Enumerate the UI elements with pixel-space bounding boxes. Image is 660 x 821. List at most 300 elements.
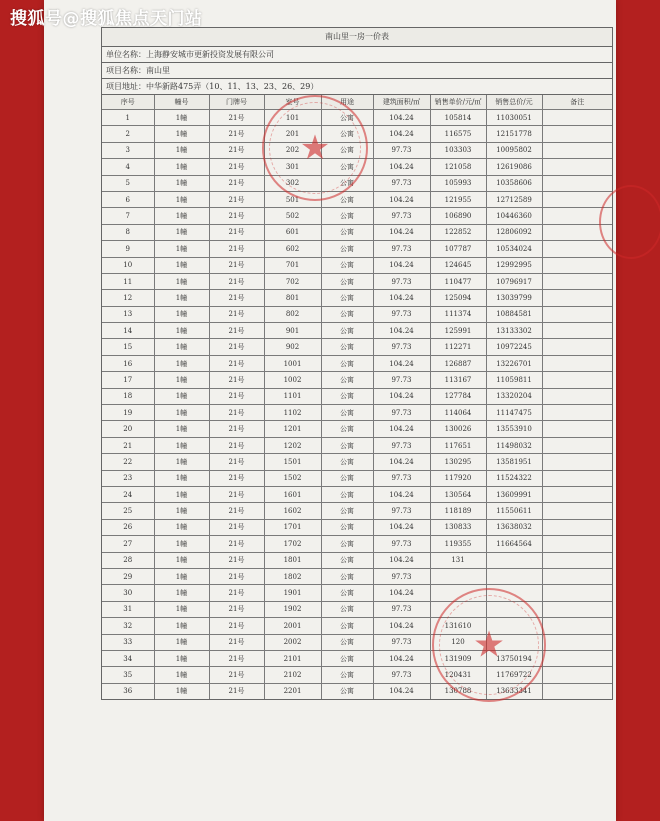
table-row (102, 224, 612, 240)
table-cell: 公寓 (321, 667, 373, 683)
table-cell: 7 (102, 208, 154, 224)
table-cell: 97.73 (373, 568, 430, 584)
table-cell: 11550611 (486, 503, 542, 519)
table-cell (430, 585, 486, 601)
table-cell (542, 273, 612, 289)
table-cell: 1601 (264, 486, 321, 502)
table-cell: 1幢 (154, 175, 209, 191)
table-row (102, 667, 612, 683)
table-row (102, 683, 612, 699)
table-cell: 97.73 (373, 306, 430, 322)
table-cell: 19 (102, 405, 154, 421)
table-cell: 21号 (209, 273, 264, 289)
table-cell: 公寓 (321, 142, 373, 158)
table-cell: 公寓 (321, 191, 373, 207)
table-cell: 104.24 (373, 257, 430, 273)
table-cell: 104.24 (373, 650, 430, 666)
table-cell (542, 241, 612, 257)
table-cell (542, 126, 612, 142)
table-cell: 21号 (209, 519, 264, 535)
table-cell: 702 (264, 273, 321, 289)
table-cell: 11059811 (486, 372, 542, 388)
table-row (102, 405, 612, 421)
column-header: 室号 (264, 95, 321, 110)
table-cell: 公寓 (321, 470, 373, 486)
table-cell: 97.73 (373, 273, 430, 289)
table-cell: 120 (430, 634, 486, 650)
table-cell: 1 (102, 110, 154, 126)
table-cell: 2002 (264, 634, 321, 650)
table-cell: 1幢 (154, 273, 209, 289)
table-cell: 公寓 (321, 536, 373, 552)
table-cell: 801 (264, 290, 321, 306)
table-cell: 公寓 (321, 323, 373, 339)
table-cell: 112271 (430, 339, 486, 355)
table-cell (542, 618, 612, 634)
table-cell: 302 (264, 175, 321, 191)
table-cell: 1幢 (154, 355, 209, 371)
table-cell: 1502 (264, 470, 321, 486)
table-cell: 1幢 (154, 470, 209, 486)
table-cell (542, 323, 612, 339)
table-cell: 116575 (430, 126, 486, 142)
table-cell: 21号 (209, 126, 264, 142)
table-row (102, 585, 612, 601)
table-cell (542, 536, 612, 552)
table-cell: 13320204 (486, 388, 542, 404)
table-cell: 104.24 (373, 126, 430, 142)
table-cell: 12712589 (486, 191, 542, 207)
table-cell: 21号 (209, 585, 264, 601)
table-cell (542, 470, 612, 486)
table-row (102, 454, 612, 470)
table-cell: 104.24 (373, 191, 430, 207)
table-cell (542, 257, 612, 273)
table-cell (430, 568, 486, 584)
table-cell: 21号 (209, 552, 264, 568)
table-cell: 35 (102, 667, 154, 683)
table-cell: 114064 (430, 405, 486, 421)
table-cell: 1幢 (154, 257, 209, 273)
table-cell: 公寓 (321, 372, 373, 388)
table-cell: 97.73 (373, 142, 430, 158)
table-cell: 2001 (264, 618, 321, 634)
table-cell: 29 (102, 568, 154, 584)
document-paper (44, 0, 616, 821)
table-cell: 公寓 (321, 454, 373, 470)
table-cell: 104.24 (373, 159, 430, 175)
table-cell: 701 (264, 257, 321, 273)
table-cell: 1幢 (154, 519, 209, 535)
table-cell (542, 634, 612, 650)
table-cell: 公寓 (321, 290, 373, 306)
table-cell: 118189 (430, 503, 486, 519)
table-cell: 1幢 (154, 585, 209, 601)
table-row (102, 273, 612, 289)
table-cell: 5 (102, 175, 154, 191)
table-cell: 21号 (209, 290, 264, 306)
table-cell: 公寓 (321, 568, 373, 584)
table-cell (542, 191, 612, 207)
table-cell: 104.24 (373, 585, 430, 601)
table-cell: 106890 (430, 208, 486, 224)
table-cell: 13226701 (486, 355, 542, 371)
table-cell: 22 (102, 454, 154, 470)
table-cell (542, 486, 612, 502)
table-cell: 13 (102, 306, 154, 322)
table-cell: 13750194 (486, 650, 542, 666)
table-cell: 18 (102, 388, 154, 404)
table-row (102, 191, 612, 207)
table-cell: 1幢 (154, 142, 209, 158)
table-cell: 105814 (430, 110, 486, 126)
table-cell: 公寓 (321, 355, 373, 371)
table-cell: 1幢 (154, 126, 209, 142)
table-row (102, 536, 612, 552)
table-cell: 1幢 (154, 405, 209, 421)
table-cell: 26 (102, 519, 154, 535)
table-cell (542, 667, 612, 683)
table-cell: 111374 (430, 306, 486, 322)
table-header-row (102, 95, 612, 110)
table-cell (486, 568, 542, 584)
table-cell: 105993 (430, 175, 486, 191)
table-row (102, 142, 612, 158)
table-cell (542, 290, 612, 306)
table-cell: 32 (102, 618, 154, 634)
table-cell: 21号 (209, 470, 264, 486)
table-cell: 601 (264, 224, 321, 240)
table-cell (542, 437, 612, 453)
table-cell: 130564 (430, 486, 486, 502)
table-cell: 21号 (209, 437, 264, 453)
table-cell (486, 618, 542, 634)
table-cell: 20 (102, 421, 154, 437)
table-cell: 104.24 (373, 486, 430, 502)
table-cell: 21号 (209, 683, 264, 699)
table-cell (486, 585, 542, 601)
table-row (102, 175, 612, 191)
table-cell: 公寓 (321, 405, 373, 421)
table-cell: 25 (102, 503, 154, 519)
table-cell (542, 552, 612, 568)
table-cell (542, 372, 612, 388)
table-body (102, 110, 612, 700)
table-cell: 公寓 (321, 208, 373, 224)
table-cell: 9 (102, 241, 154, 257)
table-row (102, 470, 612, 486)
table-row (102, 650, 612, 666)
table-cell: 130833 (430, 519, 486, 535)
table-cell: 21号 (209, 503, 264, 519)
table-cell: 1102 (264, 405, 321, 421)
table-cell: 4 (102, 159, 154, 175)
table-cell: 2 (102, 126, 154, 142)
table-cell: 1幢 (154, 241, 209, 257)
table-cell: 10972245 (486, 339, 542, 355)
table-cell: 1702 (264, 536, 321, 552)
table-cell: 97.73 (373, 372, 430, 388)
table-cell: 1901 (264, 585, 321, 601)
table-row (102, 437, 612, 453)
table-cell: 119355 (430, 536, 486, 552)
table-cell: 21号 (209, 634, 264, 650)
table-cell: 1幢 (154, 224, 209, 240)
table-row (102, 552, 612, 568)
table-cell: 122852 (430, 224, 486, 240)
table-cell: 602 (264, 241, 321, 257)
table-cell: 126887 (430, 355, 486, 371)
table-cell: 1幢 (154, 290, 209, 306)
table-cell: 1002 (264, 372, 321, 388)
table-cell: 34 (102, 650, 154, 666)
table-cell: 104.24 (373, 519, 430, 535)
table-cell: 公寓 (321, 159, 373, 175)
table-cell: 公寓 (321, 585, 373, 601)
table-cell: 1幢 (154, 191, 209, 207)
table-cell: 104.24 (373, 454, 430, 470)
table-cell (542, 454, 612, 470)
table-cell: 21号 (209, 405, 264, 421)
table-cell: 1幢 (154, 486, 209, 502)
table-cell (542, 355, 612, 371)
table-cell (542, 421, 612, 437)
table-cell: 130295 (430, 454, 486, 470)
sheet-title: 南山里一房一价表 (102, 28, 612, 47)
table-cell: 13581951 (486, 454, 542, 470)
table-cell: 97.73 (373, 667, 430, 683)
table-row (102, 568, 612, 584)
table-cell: 1幢 (154, 568, 209, 584)
table-cell: 1幢 (154, 552, 209, 568)
table-cell: 97.73 (373, 437, 430, 453)
table-cell: 10446360 (486, 208, 542, 224)
table-cell: 13133302 (486, 323, 542, 339)
table-cell: 1幢 (154, 323, 209, 339)
watermark-text: 搜狐号@搜狐焦点天门站 (10, 9, 203, 29)
table-cell: 1幢 (154, 618, 209, 634)
table-cell: 24 (102, 486, 154, 502)
table-cell: 公寓 (321, 126, 373, 142)
table-cell: 11030051 (486, 110, 542, 126)
table-cell: 1602 (264, 503, 321, 519)
table-cell (542, 405, 612, 421)
table-cell: 30 (102, 585, 154, 601)
table-cell: 8 (102, 224, 154, 240)
table-cell: 104.24 (373, 110, 430, 126)
table-cell: 21号 (209, 159, 264, 175)
table-cell: 1幢 (154, 454, 209, 470)
table-cell: 21号 (209, 142, 264, 158)
table-cell: 2102 (264, 667, 321, 683)
table-cell: 501 (264, 191, 321, 207)
table-cell: 107787 (430, 241, 486, 257)
table-cell (486, 634, 542, 650)
table-cell: 10796917 (486, 273, 542, 289)
table-cell: 1幢 (154, 437, 209, 453)
table-cell: 21号 (209, 110, 264, 126)
project-address-line: 项目地址：中华新路475弄（10、11、13、23、26、29） (102, 79, 612, 95)
table-cell (542, 142, 612, 158)
table-cell: 6 (102, 191, 154, 207)
table-cell: 97.73 (373, 470, 430, 486)
table-cell: 110477 (430, 273, 486, 289)
table-cell: 21号 (209, 601, 264, 617)
table-cell: 113167 (430, 372, 486, 388)
table-cell: 104.24 (373, 388, 430, 404)
table-cell: 21号 (209, 208, 264, 224)
table-cell: 1幢 (154, 110, 209, 126)
table-cell: 117920 (430, 470, 486, 486)
table-cell: 21号 (209, 421, 264, 437)
table-row (102, 110, 612, 126)
table-cell (542, 601, 612, 617)
table-cell: 23 (102, 470, 154, 486)
table-cell: 3 (102, 142, 154, 158)
table-cell (542, 110, 612, 126)
column-header: 销售总价/元 (486, 95, 542, 110)
table-cell: 104.24 (373, 618, 430, 634)
table-row (102, 601, 612, 617)
table-cell: 1201 (264, 421, 321, 437)
table-cell: 97.73 (373, 634, 430, 650)
table-cell: 31 (102, 601, 154, 617)
table-cell: 127784 (430, 388, 486, 404)
table-row (102, 339, 612, 355)
table-row (102, 486, 612, 502)
table-cell: 1幢 (154, 634, 209, 650)
table-cell: 2101 (264, 650, 321, 666)
table-cell: 12151778 (486, 126, 542, 142)
table-cell: 21号 (209, 618, 264, 634)
table-cell: 1701 (264, 519, 321, 535)
table-cell: 公寓 (321, 421, 373, 437)
table-cell: 902 (264, 339, 321, 355)
table-cell: 公寓 (321, 503, 373, 519)
table-row (102, 257, 612, 273)
table-cell: 公寓 (321, 388, 373, 404)
table-cell: 11147475 (486, 405, 542, 421)
table-cell: 14 (102, 323, 154, 339)
table-cell: 11664564 (486, 536, 542, 552)
table-cell (542, 339, 612, 355)
table-cell: 公寓 (321, 339, 373, 355)
table-cell: 2201 (264, 683, 321, 699)
table-cell: 公寓 (321, 175, 373, 191)
table-cell: 12 (102, 290, 154, 306)
table-cell: 12619086 (486, 159, 542, 175)
table-cell: 301 (264, 159, 321, 175)
table-cell: 16 (102, 355, 154, 371)
table-cell: 10095802 (486, 142, 542, 158)
table-cell (542, 224, 612, 240)
seal-star-icon: ★ (472, 624, 506, 666)
table-cell: 802 (264, 306, 321, 322)
table-cell: 901 (264, 323, 321, 339)
table-cell: 21号 (209, 536, 264, 552)
table-cell: 公寓 (321, 110, 373, 126)
table-cell: 公寓 (321, 634, 373, 650)
table-cell: 1幢 (154, 208, 209, 224)
table-cell: 97.73 (373, 601, 430, 617)
table-cell: 117651 (430, 437, 486, 453)
table-cell: 1幢 (154, 536, 209, 552)
table-cell (542, 519, 612, 535)
table-cell: 公寓 (321, 601, 373, 617)
table-cell: 公寓 (321, 486, 373, 502)
table-cell: 1幢 (154, 421, 209, 437)
table-cell: 97.73 (373, 241, 430, 257)
project-name-line: 项目名称：南山里 (102, 63, 612, 79)
table-cell: 1802 (264, 568, 321, 584)
table-cell: 1101 (264, 388, 321, 404)
table-cell: 104.24 (373, 290, 430, 306)
table-cell (542, 503, 612, 519)
table-cell: 1幢 (154, 503, 209, 519)
table-cell: 502 (264, 208, 321, 224)
table-cell: 11 (102, 273, 154, 289)
table-cell (542, 306, 612, 322)
table-cell: 97.73 (373, 405, 430, 421)
table-row (102, 290, 612, 306)
table-cell: 21号 (209, 454, 264, 470)
table-cell (542, 175, 612, 191)
table-cell: 13633341 (486, 683, 542, 699)
price-sheet (101, 27, 613, 700)
table-row (102, 355, 612, 371)
table-cell: 13553910 (486, 421, 542, 437)
table-cell: 1幢 (154, 339, 209, 355)
table-cell: 13039799 (486, 290, 542, 306)
table-row (102, 503, 612, 519)
table-cell: 1902 (264, 601, 321, 617)
table-cell: 202 (264, 142, 321, 158)
table-cell: 21号 (209, 323, 264, 339)
table-row (102, 241, 612, 257)
table-cell: 1幢 (154, 372, 209, 388)
table-cell: 104.24 (373, 552, 430, 568)
table-cell (486, 601, 542, 617)
table-cell: 公寓 (321, 519, 373, 535)
column-header: 建筑面积/㎡ (373, 95, 430, 110)
table-cell (542, 568, 612, 584)
table-cell (542, 388, 612, 404)
table-cell: 1幢 (154, 683, 209, 699)
table-cell: 1幢 (154, 306, 209, 322)
table-cell: 公寓 (321, 437, 373, 453)
table-cell: 公寓 (321, 552, 373, 568)
table-cell: 121058 (430, 159, 486, 175)
unit-name-line: 单位名称：上海静安城市更新投资发展有限公司 (102, 47, 612, 63)
table-cell: 130788 (430, 683, 486, 699)
table-cell: 1幢 (154, 159, 209, 175)
table-cell: 121955 (430, 191, 486, 207)
table-cell: 1001 (264, 355, 321, 371)
table-cell: 10534024 (486, 241, 542, 257)
table-cell: 21号 (209, 257, 264, 273)
table-cell: 104.24 (373, 683, 430, 699)
column-header: 用途 (321, 95, 373, 110)
table-cell: 21 (102, 437, 154, 453)
table-cell: 125094 (430, 290, 486, 306)
table-cell (542, 585, 612, 601)
table-cell: 公寓 (321, 241, 373, 257)
table-cell: 1202 (264, 437, 321, 453)
table-cell: 13609991 (486, 486, 542, 502)
column-header: 备注 (542, 95, 612, 110)
table-cell: 21号 (209, 241, 264, 257)
table-row (102, 323, 612, 339)
